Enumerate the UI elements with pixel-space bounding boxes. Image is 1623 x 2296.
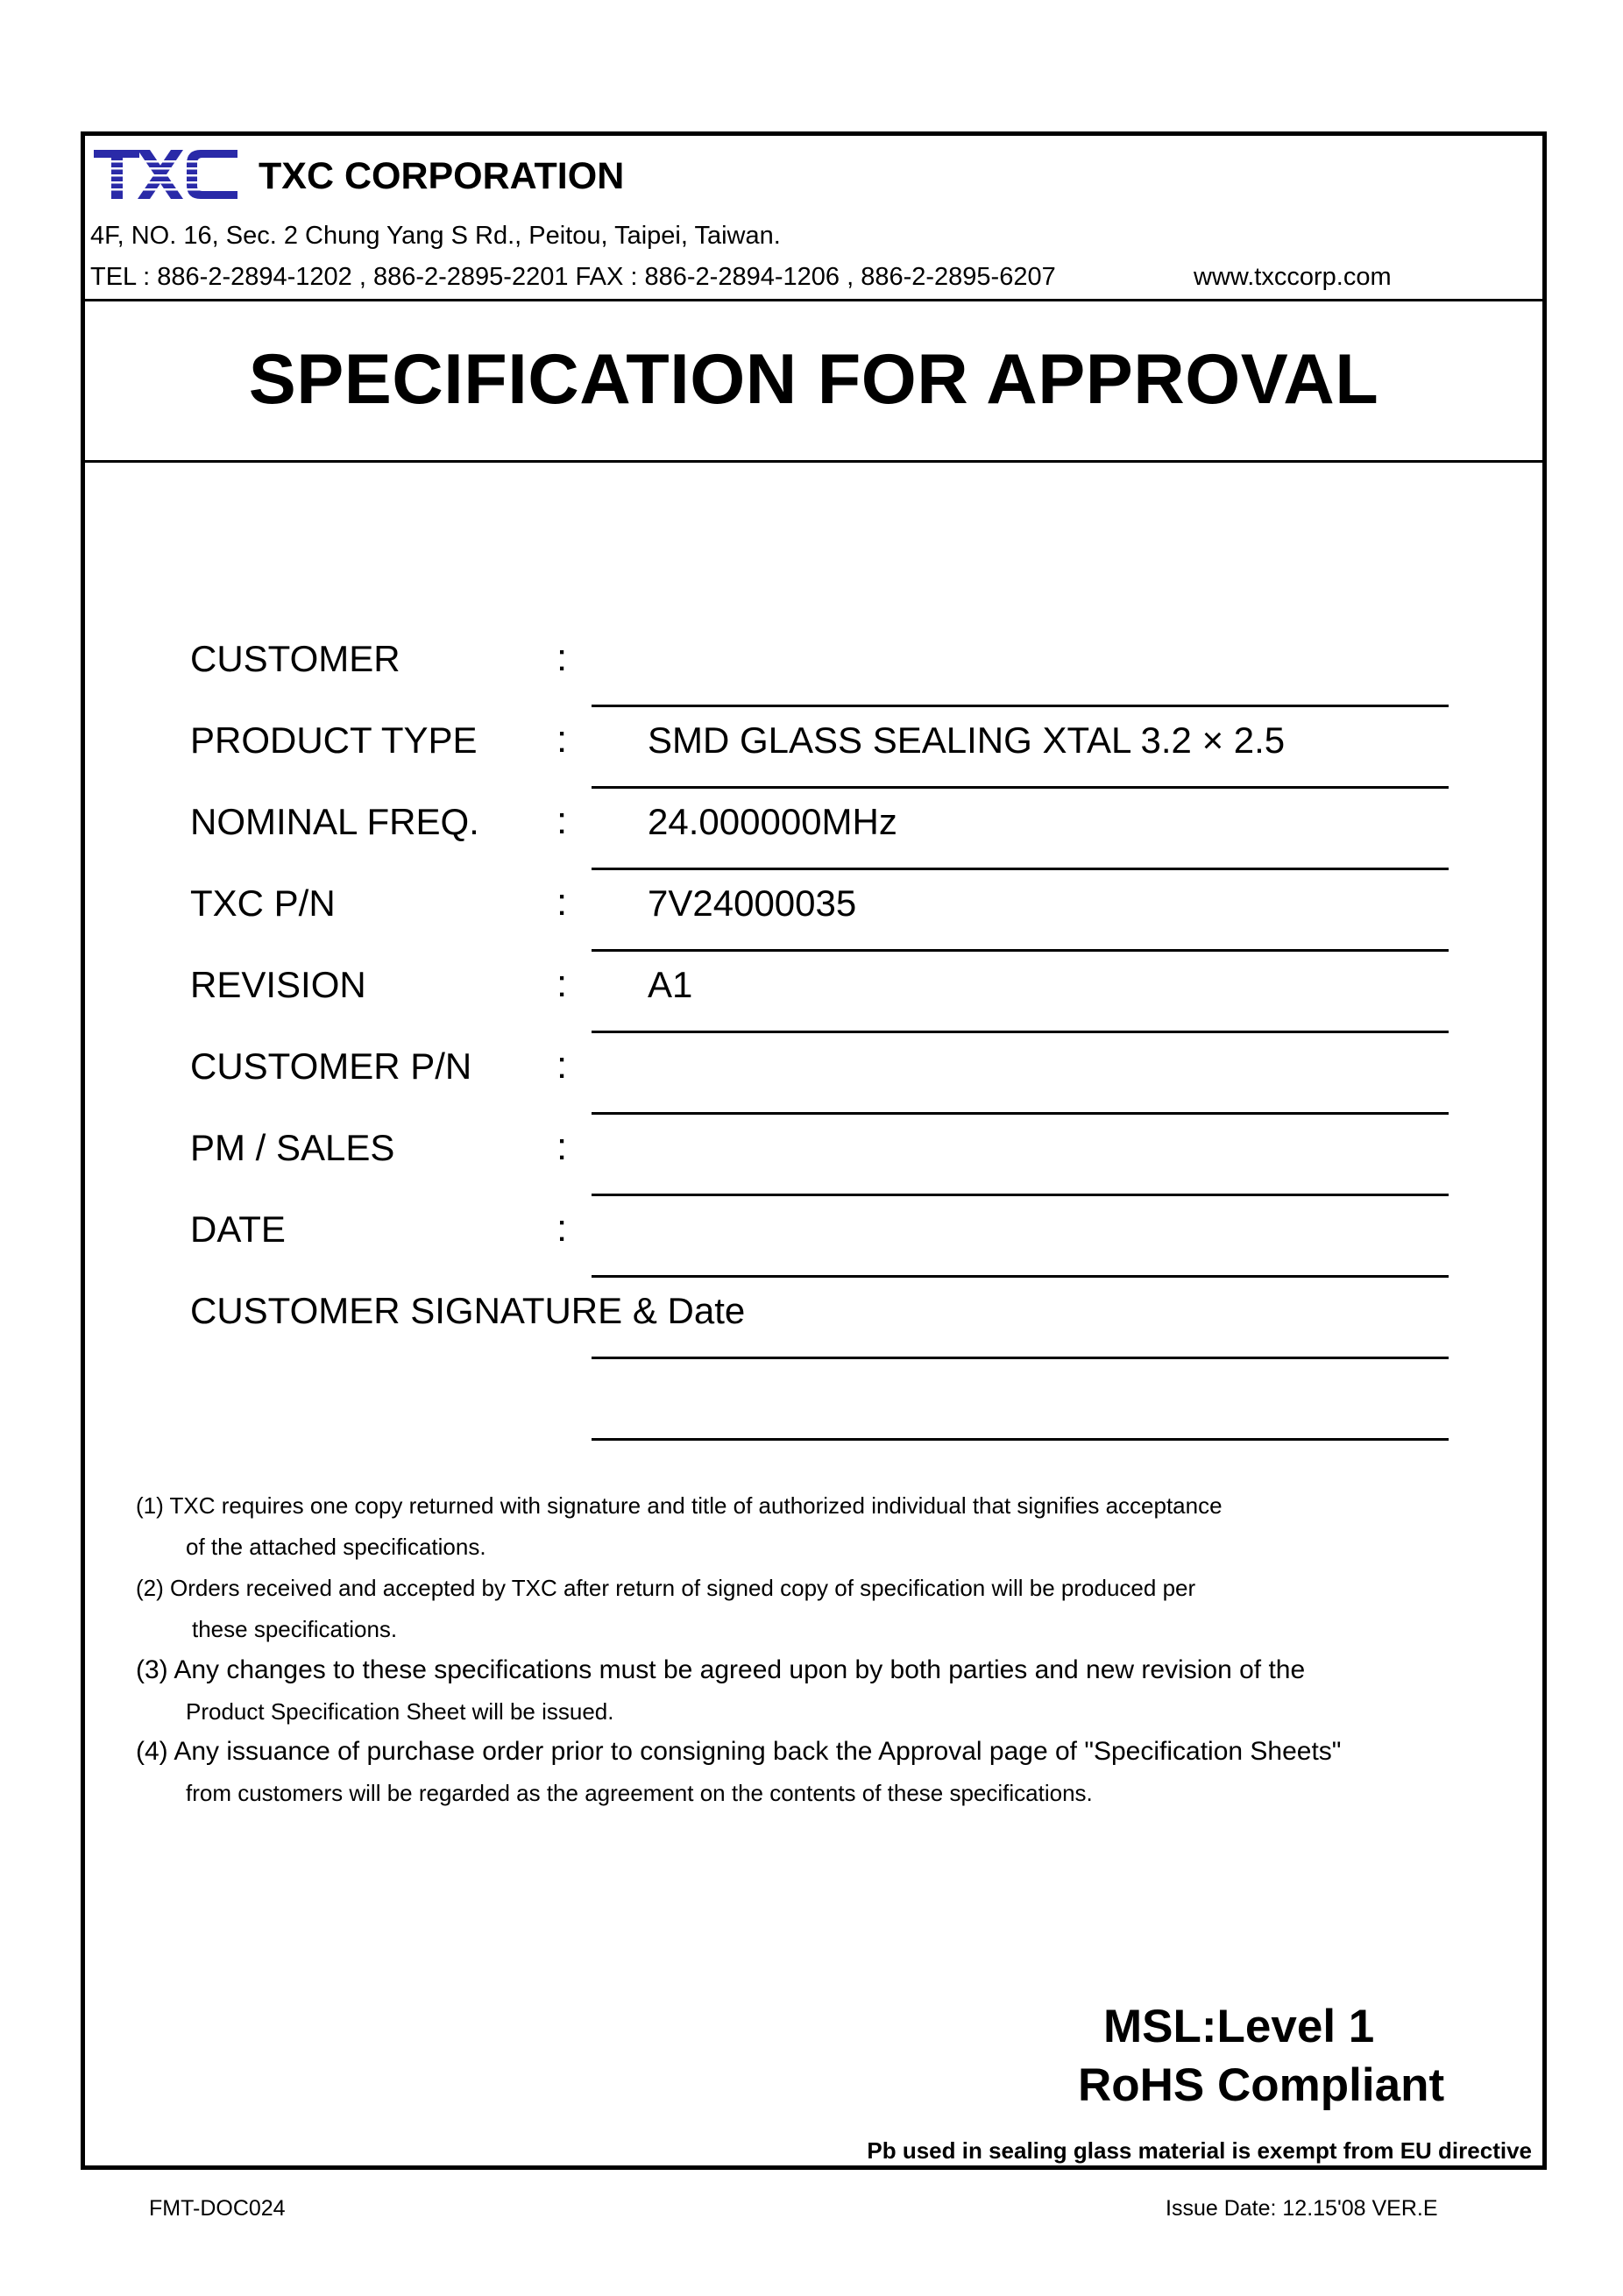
field-label: CUSTOMER SIGNATURE & Date — [190, 1290, 746, 1331]
note-3-line2: Product Specification Sheet will be issued. — [186, 1698, 614, 1725]
field-value[interactable]: A1 — [648, 964, 693, 1005]
msl-level: MSL:Level 1 — [1103, 2001, 1375, 2052]
company-contact: TEL : 886-2-2894-1202 , 886-2-2895-2201 FAX : 886-2-2894-1206 , 886-2-2895-6207 — [90, 263, 1056, 291]
field-colon: : — [556, 636, 568, 679]
note-1-line1: (1) TXC requires one copy returned with signature and title of authorized individual that signifies acceptance — [136, 1492, 1223, 1519]
field-underline — [592, 705, 1449, 707]
issue-date: Issue Date: 12.15'08 VER.E — [1166, 2196, 1438, 2221]
field-label: CUSTOMER P/N — [190, 1045, 472, 1087]
txc-logo — [92, 148, 239, 201]
date-underline — [592, 1438, 1449, 1441]
note-2-line2: these specifications. — [192, 1616, 398, 1642]
title-divider — [85, 460, 1542, 463]
rohs-compliant: RoHS Compliant — [1078, 2059, 1445, 2111]
header-divider — [85, 299, 1542, 301]
field-underline — [592, 949, 1449, 952]
field-underline — [592, 868, 1449, 870]
field-label: REVISION — [190, 964, 366, 1005]
field-value[interactable]: 24.000000MHz — [648, 801, 897, 842]
field-value[interactable]: SMD GLASS SEALING XTAL 3.2 × 2.5 — [648, 719, 1286, 761]
company-name: TXC CORPORATION — [259, 155, 625, 197]
signature-underline — [592, 1357, 1449, 1359]
note-4-line1: (4) Any issuance of purchase order prior to consigning back the Approval page of "Specification Sheets" — [136, 1737, 1342, 1766]
field-underline — [592, 1031, 1449, 1033]
note-2-line1: (2) Orders received and accepted by TXC after return of signed copy of specification will be produced per — [136, 1575, 1196, 1601]
field-label: DATE — [190, 1208, 286, 1250]
field-underline — [592, 786, 1449, 789]
field-colon: : — [556, 1044, 568, 1087]
document-frame — [81, 131, 1547, 2170]
field-colon: : — [556, 881, 568, 924]
company-website[interactable]: www.txccorp.com — [1194, 263, 1392, 291]
pb-exemption-note: Pb used in sealing glass material is exempt from EU directive — [867, 2137, 1532, 2164]
field-label: PRODUCT TYPE — [190, 719, 478, 761]
form-code: FMT-DOC024 — [149, 2196, 286, 2221]
field-label: NOMINAL FREQ. — [190, 801, 479, 842]
field-underline — [592, 1112, 1449, 1115]
field-colon: : — [556, 799, 568, 842]
field-label: CUSTOMER — [190, 638, 400, 679]
note-3-line1: (3) Any changes to these specifications must be agreed upon by both parties and new revision of the — [136, 1655, 1306, 1684]
company-address: 4F, NO. 16, Sec. 2 Chung Yang S Rd., Peitou, Taipei, Taiwan. — [90, 222, 781, 250]
document-title: SPECIFICATION FOR APPROVAL — [248, 340, 1379, 419]
note-4-line2: from customers will be regarded as the agreement on the contents of these specifications. — [186, 1780, 1093, 1806]
field-label: PM / SALES — [190, 1127, 395, 1168]
field-colon: : — [556, 1207, 568, 1250]
field-value[interactable]: 7V24000035 — [648, 882, 857, 924]
field-colon: : — [556, 1125, 568, 1168]
field-underline — [592, 1194, 1449, 1196]
field-label: TXC P/N — [190, 882, 336, 924]
field-underline — [592, 1275, 1449, 1278]
field-colon: : — [556, 962, 568, 1005]
note-1-line2: of the attached specifications. — [186, 1534, 486, 1560]
field-colon: : — [556, 718, 568, 761]
